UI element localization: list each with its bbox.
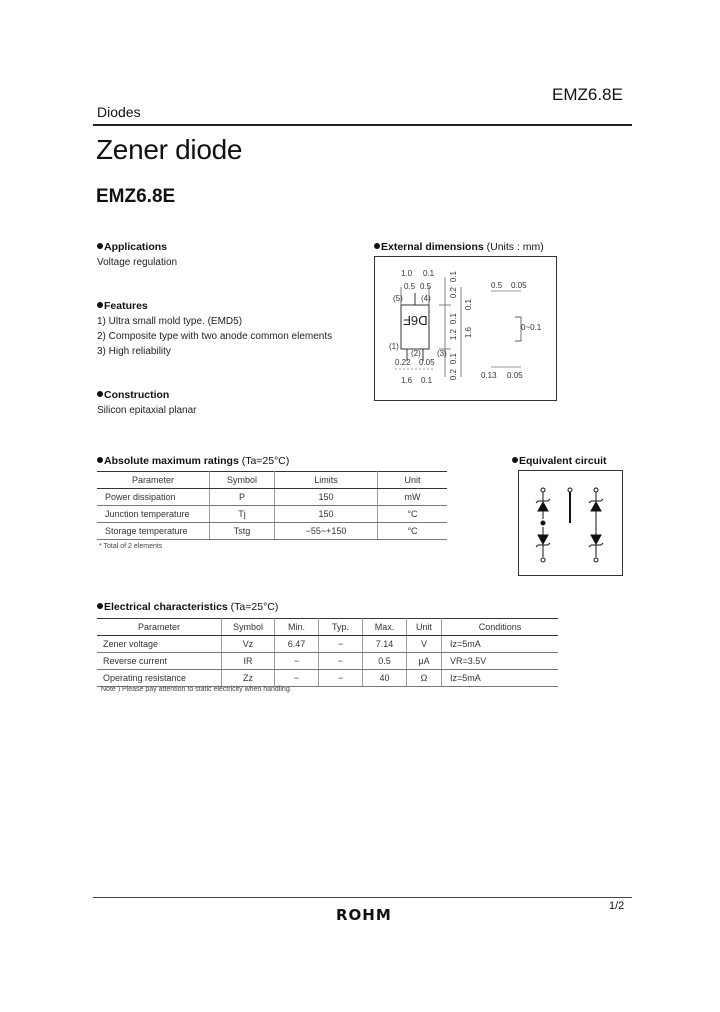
table-cell: Junction temperature bbox=[97, 506, 210, 523]
bullet-icon bbox=[97, 391, 103, 397]
header-part-number: EMZ6.8E bbox=[552, 85, 623, 104]
part-number: EMZ6.8E bbox=[96, 186, 176, 207]
table-cell: − bbox=[319, 670, 363, 687]
table-row bbox=[97, 670, 558, 687]
table-cell: °C bbox=[378, 506, 448, 523]
table-cell: Tj bbox=[210, 506, 275, 523]
applications-text: Voltage regulation bbox=[97, 257, 178, 268]
dim-label: 1.6 bbox=[401, 376, 413, 385]
external-dimensions-heading: External dimensions (Units : mm) bbox=[374, 241, 544, 253]
list-item: 2) Composite type with two anode common elements bbox=[97, 331, 333, 342]
column-header: Max. bbox=[363, 619, 407, 636]
list-item: 3) High reliability bbox=[97, 346, 171, 357]
applications-heading: Applications bbox=[97, 241, 167, 253]
rohm-logo: ROHM bbox=[336, 906, 392, 924]
table-cell: Zener voltage bbox=[97, 636, 222, 653]
abs-max-note: * Total of 2 elements bbox=[99, 543, 163, 550]
elec-char-table bbox=[97, 618, 558, 687]
table-cell: °C bbox=[378, 523, 448, 540]
table-cell: Reverse current bbox=[97, 653, 222, 670]
table-header-row bbox=[97, 619, 558, 636]
table-cell: − bbox=[275, 653, 319, 670]
table-cell: 7.14 bbox=[363, 636, 407, 653]
dim-label: 0.5 bbox=[420, 282, 432, 291]
elec-char-heading: Electrical characteristics (Ta=25°C) bbox=[97, 601, 278, 613]
table-cell: Tstg bbox=[210, 523, 275, 540]
table-cell: 150 bbox=[275, 506, 378, 523]
table-row bbox=[97, 636, 558, 653]
column-header: Min. bbox=[275, 619, 319, 636]
page-number: 1/2 bbox=[609, 900, 625, 912]
bullet-icon bbox=[512, 457, 518, 463]
dim-label: 0~0.1 bbox=[521, 323, 542, 332]
table-cell: VR=3.5V bbox=[442, 653, 559, 670]
dim-label: (1) bbox=[389, 342, 399, 351]
table-header-row bbox=[97, 472, 447, 489]
table-cell: Ω bbox=[407, 670, 442, 687]
footer-rule bbox=[93, 897, 632, 898]
handling-note: Note ) Please pay attention to static electricity when handling. bbox=[101, 686, 292, 693]
table-cell: 40 bbox=[363, 670, 407, 687]
dim-label: 1.0 bbox=[401, 269, 413, 278]
table-row bbox=[97, 506, 447, 523]
package-marking: D6F bbox=[403, 313, 428, 328]
dim-label: 0.5 bbox=[404, 282, 416, 291]
table-cell: − bbox=[319, 653, 363, 670]
column-header: Unit bbox=[378, 472, 448, 489]
document-title: Zener diode bbox=[96, 134, 243, 165]
table-cell: 6.47 bbox=[275, 636, 319, 653]
dim-label: 0.05 bbox=[419, 358, 435, 367]
table-cell: Power dissipation bbox=[97, 489, 210, 506]
column-header: Symbol bbox=[210, 472, 275, 489]
table-cell: −55~+150 bbox=[275, 523, 378, 540]
dim-label: 0.1 bbox=[449, 353, 458, 365]
features-heading: Features bbox=[97, 300, 148, 312]
dim-label: 1.2 bbox=[449, 329, 458, 341]
header-rule bbox=[93, 124, 632, 126]
table-cell: 150 bbox=[275, 489, 378, 506]
dim-label: 0.22 bbox=[395, 358, 411, 367]
column-header: Symbol bbox=[222, 619, 275, 636]
table-cell: Storage temperature bbox=[97, 523, 210, 540]
bullet-icon bbox=[97, 302, 103, 308]
bullet-icon bbox=[374, 243, 380, 249]
bullet-icon bbox=[97, 457, 103, 463]
equivalent-circuit-figure bbox=[518, 470, 623, 576]
column-header: Limits bbox=[275, 472, 378, 489]
column-header: Parameter bbox=[97, 472, 210, 489]
bullet-icon bbox=[97, 603, 103, 609]
dim-label: 0.5 bbox=[491, 281, 503, 290]
construction-text: Silicon epitaxial planar bbox=[97, 405, 197, 416]
table-cell: IR bbox=[222, 653, 275, 670]
zener-circuit-diagram bbox=[519, 471, 622, 575]
table-row bbox=[97, 489, 447, 506]
column-header: Unit bbox=[407, 619, 442, 636]
equivalent-circuit-heading: Equivalent circuit bbox=[512, 455, 607, 467]
column-header: Conditions bbox=[442, 619, 559, 636]
table-cell: − bbox=[275, 670, 319, 687]
dim-label: 0.13 bbox=[481, 371, 497, 380]
dim-label: (4) bbox=[421, 294, 431, 303]
dim-label: 0.1 bbox=[423, 269, 435, 278]
table-cell: − bbox=[319, 636, 363, 653]
features-list bbox=[97, 314, 332, 359]
dim-label: 0.1 bbox=[464, 299, 473, 311]
table-cell: μA bbox=[407, 653, 442, 670]
column-header: Parameter bbox=[97, 619, 222, 636]
table-cell: P bbox=[210, 489, 275, 506]
bullet-icon bbox=[97, 243, 103, 249]
table-cell: V bbox=[407, 636, 442, 653]
table-row bbox=[97, 653, 558, 670]
dim-label: (3) bbox=[437, 349, 447, 358]
dim-label: 0.2 bbox=[449, 369, 458, 381]
table-cell: mW bbox=[378, 489, 448, 506]
dim-label: 1.6 bbox=[464, 327, 473, 339]
table-cell: 0.5 bbox=[363, 653, 407, 670]
dim-label: 0.05 bbox=[511, 281, 527, 290]
dim-label: 0.2 bbox=[449, 287, 458, 299]
table-cell: Vz bbox=[222, 636, 275, 653]
dim-label: 0.05 bbox=[507, 371, 523, 380]
external-dimensions-figure bbox=[374, 256, 557, 401]
abs-max-table bbox=[97, 471, 447, 540]
header-category: Diodes bbox=[97, 104, 141, 120]
dim-label: 0.1 bbox=[449, 271, 458, 283]
construction-heading: Construction bbox=[97, 389, 169, 401]
table-cell: Iz=5mA bbox=[442, 636, 559, 653]
abs-max-heading: Absolute maximum ratings (Ta=25°C) bbox=[97, 455, 289, 467]
table-cell: Zz bbox=[222, 670, 275, 687]
dim-label: 0.1 bbox=[449, 313, 458, 325]
table-cell: Operating resistance bbox=[97, 670, 222, 687]
table-row bbox=[97, 523, 447, 540]
dim-label: 0.1 bbox=[421, 376, 433, 385]
list-item: 1) Ultra small mold type. (EMD5) bbox=[97, 316, 243, 327]
table-cell: Iz=5mA bbox=[442, 670, 559, 687]
column-header: Typ. bbox=[319, 619, 363, 636]
dim-label: (2) bbox=[411, 349, 421, 358]
dim-label: (5) bbox=[393, 294, 403, 303]
